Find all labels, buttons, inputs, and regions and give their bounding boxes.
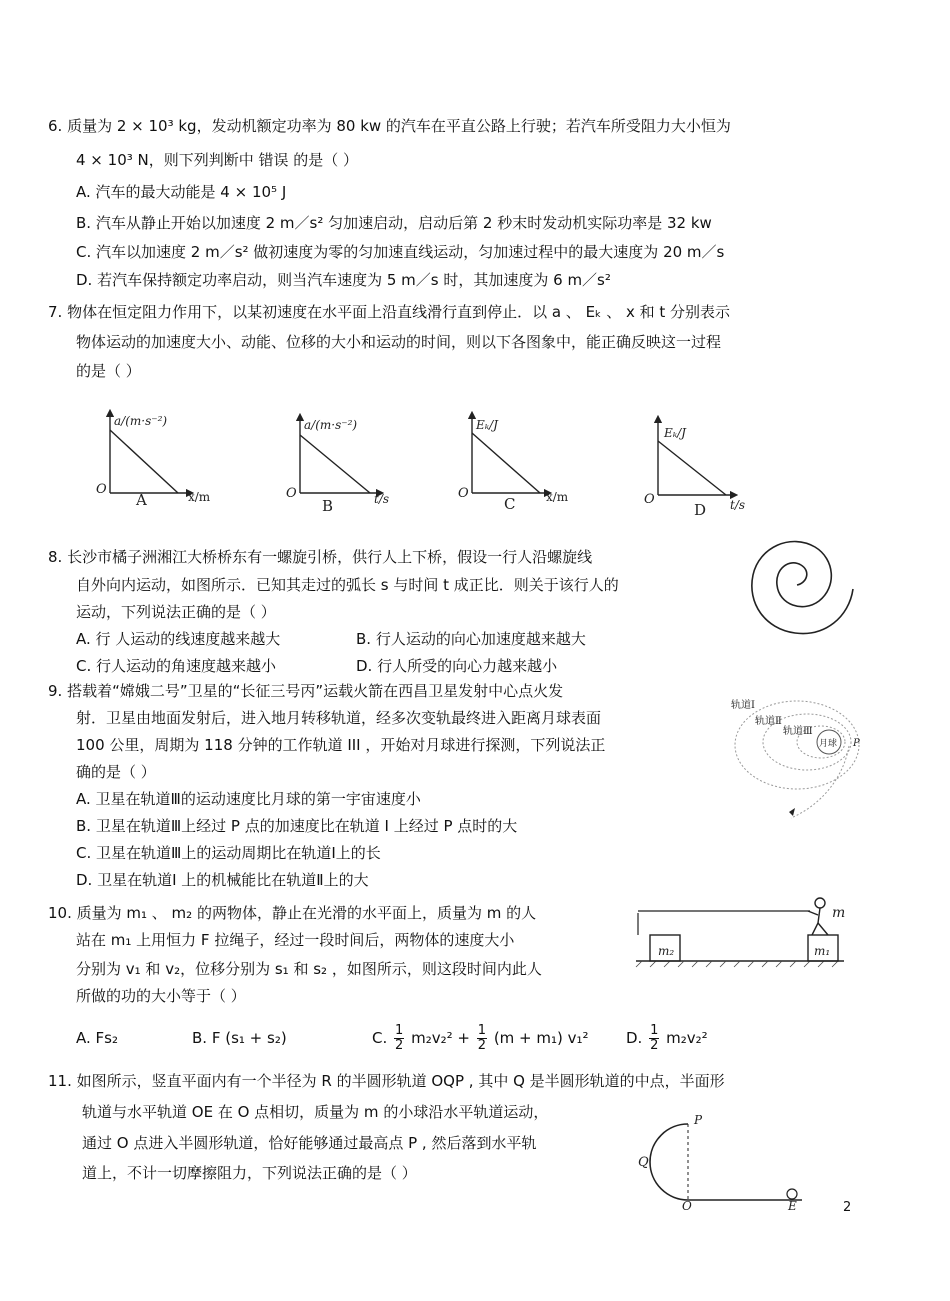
q7-graph-d-ylabel: Eₖ/J bbox=[664, 426, 686, 440]
q11-stem-line2: 轨道与水平轨道 OE 在 O 点相切，质量为 m 的小球沿水平轨道运动， bbox=[82, 1103, 549, 1121]
q7-graph-c bbox=[458, 415, 569, 513]
q7-graph-d-xlabel: t/s bbox=[730, 498, 746, 512]
q8-option-b: B. 行人运动的向心加速度越来越大 bbox=[356, 630, 586, 648]
q11-stem-line1: 11. 如图所示，竖直平面内有一个半径为 R 的半圆形轨道 OQP , 其中 Q 是半圆形轨道的中点，半面形 bbox=[48, 1072, 725, 1090]
q6-option-d: D. 若汽车保持额定功率启动，则当汽车速度为 5 m／s 时，其加速度为 6 m／s² bbox=[76, 271, 611, 289]
q9-transfer-orbit bbox=[791, 746, 849, 818]
q9-orbit-3-label: 轨道Ⅲ bbox=[783, 726, 813, 737]
q9-orbit-2-label: 轨道Ⅱ bbox=[755, 716, 782, 727]
q7-stem-line3: 的是（ ） bbox=[76, 362, 141, 380]
q6-stem-line1: 6. 质量为 2 × 10³ kg，发动机额定功率为 80 kw 的汽车在平直公路上行驶；若汽车所受阻力大小恒为 bbox=[48, 117, 731, 135]
q7-graph-d-letter: D bbox=[694, 501, 707, 519]
q9-point-p: P bbox=[853, 738, 860, 749]
q7-stem-line2: 物体运动的加速度大小、动能、位移的大小和运动的时间，则以下各图象中，能正确反映这一过程 bbox=[76, 333, 722, 351]
q7-graph-a-ylabel: a/(m·s⁻²) bbox=[114, 414, 168, 428]
q7-graph-c-origin: O bbox=[458, 486, 469, 501]
q8-option-c: C. 行人运动的角速度越来越小 bbox=[76, 657, 277, 675]
q10-stem-line2: 站在 m₁ 上用恒力 F 拉绳子，经过一段时间后，两物体的速度大小 bbox=[76, 931, 515, 949]
q7-graph-a-origin: O bbox=[96, 482, 107, 497]
q7-graph-b-ylabel: a/(m·s⁻²) bbox=[304, 418, 358, 432]
q11-stem-line4: 道上，不计一切摩擦阻力，下列说法正确的是（ ） bbox=[82, 1164, 417, 1182]
q10-option-c bbox=[372, 1018, 589, 1058]
q10-m-label: m bbox=[832, 905, 846, 921]
q10-blocks-figure bbox=[632, 893, 852, 973]
q10-option-d-term: m₂v₂² bbox=[666, 1029, 708, 1047]
q10-stem-line3: 分别为 v₁ 和 v₂，位移分别为 s₁ 和 s₂ ，如图所示，则这段时间内此人 bbox=[76, 960, 542, 978]
q7-graph-c-ylabel: Eₖ/J bbox=[476, 418, 498, 432]
q10-stem-line1: 10. 质量为 m₁ 、 m₂ 的两物体，静止在光滑的水平面上，质量为 m 的人 bbox=[48, 904, 537, 922]
q9-stem-line3: 100 公里，周期为 118 分钟的工作轨道 III ，开始对月球进行探测，下列说法正 bbox=[76, 736, 606, 754]
q7-graph-b bbox=[286, 417, 389, 515]
q8-option-d: D. 行人所受的向心力越来越小 bbox=[356, 657, 558, 675]
q10-option-d-label: D. bbox=[626, 1029, 643, 1047]
q9-option-a: A. 卫星在轨道Ⅲ的运动速度比月球的第一宇宙速度小 bbox=[76, 790, 421, 808]
q11-label-p: P bbox=[694, 1113, 703, 1127]
q7-graph-b-origin: O bbox=[286, 486, 297, 501]
q10-option-d bbox=[626, 1018, 708, 1058]
q11-semicircle-track bbox=[650, 1124, 688, 1200]
q7-graph-d bbox=[644, 419, 745, 519]
q7-graph-a-xlabel: x/m bbox=[188, 490, 211, 504]
page-number: 2 bbox=[843, 1200, 852, 1215]
q10-option-c-label: C. bbox=[372, 1029, 388, 1047]
q8-spiral-path bbox=[752, 542, 853, 634]
q9-stem-line4: 确的是（ ） bbox=[76, 763, 156, 781]
q11-ball bbox=[787, 1189, 797, 1199]
q10-stem-line4: 所做的功的大小等于（ ） bbox=[76, 987, 246, 1005]
q11-track-figure bbox=[632, 1110, 822, 1210]
q10-option-c-frac1: $\frac{1}{2}$ bbox=[395, 1023, 404, 1053]
q8-stem-line2: 自外向内运动，如图所示．已知其走过的弧长 s 与时间 t 成正比．则关于该行人的 bbox=[76, 576, 619, 594]
q8-spiral-figure bbox=[735, 525, 865, 645]
q10-m1-label: m₁ bbox=[814, 944, 831, 958]
q11-label-o: O bbox=[682, 1199, 692, 1210]
q9-option-d: D. 卫星在轨道Ⅰ 上的机械能比在轨道Ⅱ上的大 bbox=[76, 871, 369, 889]
q7-graph-d-origin: O bbox=[644, 492, 655, 507]
q6-option-b: B. 汽车从静止开始以加速度 2 m／s² 匀加速启动，启动后第 2 秒末时发动机实际功率是 32 kw bbox=[76, 214, 712, 232]
q8-option-a: A. 行 人运动的线速度越来越大 bbox=[76, 630, 281, 648]
q7-graph-b-letter: B bbox=[322, 497, 334, 515]
q9-moon-label: 月球 bbox=[819, 739, 838, 749]
q6-stem-line2: 4 × 10³ N，则下列判断中 错误 的是（ ） bbox=[76, 151, 359, 169]
q9-option-c: C. 卫星在轨道Ⅲ上的运动周期比在轨道Ⅰ上的长 bbox=[76, 844, 381, 862]
q7-graphs-figure bbox=[90, 405, 780, 525]
q8-stem-line1: 8. 长沙市橘子洲湘江大桥桥东有一螺旋引桥，供行人上下桥，假设一行人沿螺旋线 bbox=[48, 548, 593, 566]
q11-label-e: E bbox=[788, 1199, 797, 1210]
q7-graph-a bbox=[96, 413, 211, 509]
q7-graph-c-letter: C bbox=[504, 495, 516, 513]
q10-m2-label: m₂ bbox=[658, 944, 675, 958]
q9-orbit-1-label: 轨道Ⅰ bbox=[731, 700, 755, 711]
q7-graph-b-xlabel: t/s bbox=[374, 492, 390, 506]
q7-graph-c-xlabel: x/m bbox=[546, 490, 569, 504]
q7-graph-a-letter: A bbox=[136, 491, 147, 509]
q9-stem-line1: 9. 搭载着“嫦娥二号”卫星的“长征三号丙”运载火箭在西昌卫星发射中心点火发 bbox=[48, 682, 564, 700]
q10-option-c-term2: (m + m₁) v₁² bbox=[493, 1029, 589, 1047]
q10-option-c-frac2: $\frac{1}{2}$ bbox=[477, 1023, 487, 1053]
q10-option-c-term1: m₂v₂² + bbox=[411, 1029, 470, 1047]
q11-label-q: Q bbox=[638, 1155, 649, 1170]
q6-option-c: C. 汽车以加速度 2 m／s² 做初速度为零的匀加速直线运动，匀加速过程中的最大速度为 20 m／s bbox=[76, 243, 725, 261]
q10-person-icon bbox=[808, 898, 828, 935]
q7-stem-line1: 7. 物体在恒定阻力作用下，以某初速度在水平面上沿直线滑行直到停止．以 a 、 Eₖ 、 x 和 t 分别表示 bbox=[48, 303, 731, 321]
q9-satellite-icon bbox=[789, 808, 795, 816]
q6-option-a: A. 汽车的最大动能是 4 × 10⁵ J bbox=[76, 183, 287, 201]
q8-stem-line3: 运动，下列说法正确的是（ ） bbox=[76, 603, 276, 621]
q10-option-d-frac: $\frac{1}{2}$ bbox=[650, 1023, 659, 1053]
q9-orbit-figure bbox=[725, 690, 870, 830]
q9-stem-line2: 射．卫星由地面发射后，进入地月转移轨道，经多次变轨最终进入距离月球表面 bbox=[76, 709, 602, 727]
q11-stem-line3: 通过 O 点进入半圆形轨道，恰好能够通过最高点 P , 然后落到水平轨 bbox=[82, 1134, 537, 1152]
q9-option-b: B. 卫星在轨道Ⅲ上经过 P 点的加速度比在轨道 Ⅰ 上经过 P 点时的大 bbox=[76, 817, 518, 835]
q10-option-a: A. Fs₂ bbox=[76, 1029, 118, 1047]
q10-option-b: B. F (s₁ + s₂) bbox=[192, 1029, 287, 1047]
